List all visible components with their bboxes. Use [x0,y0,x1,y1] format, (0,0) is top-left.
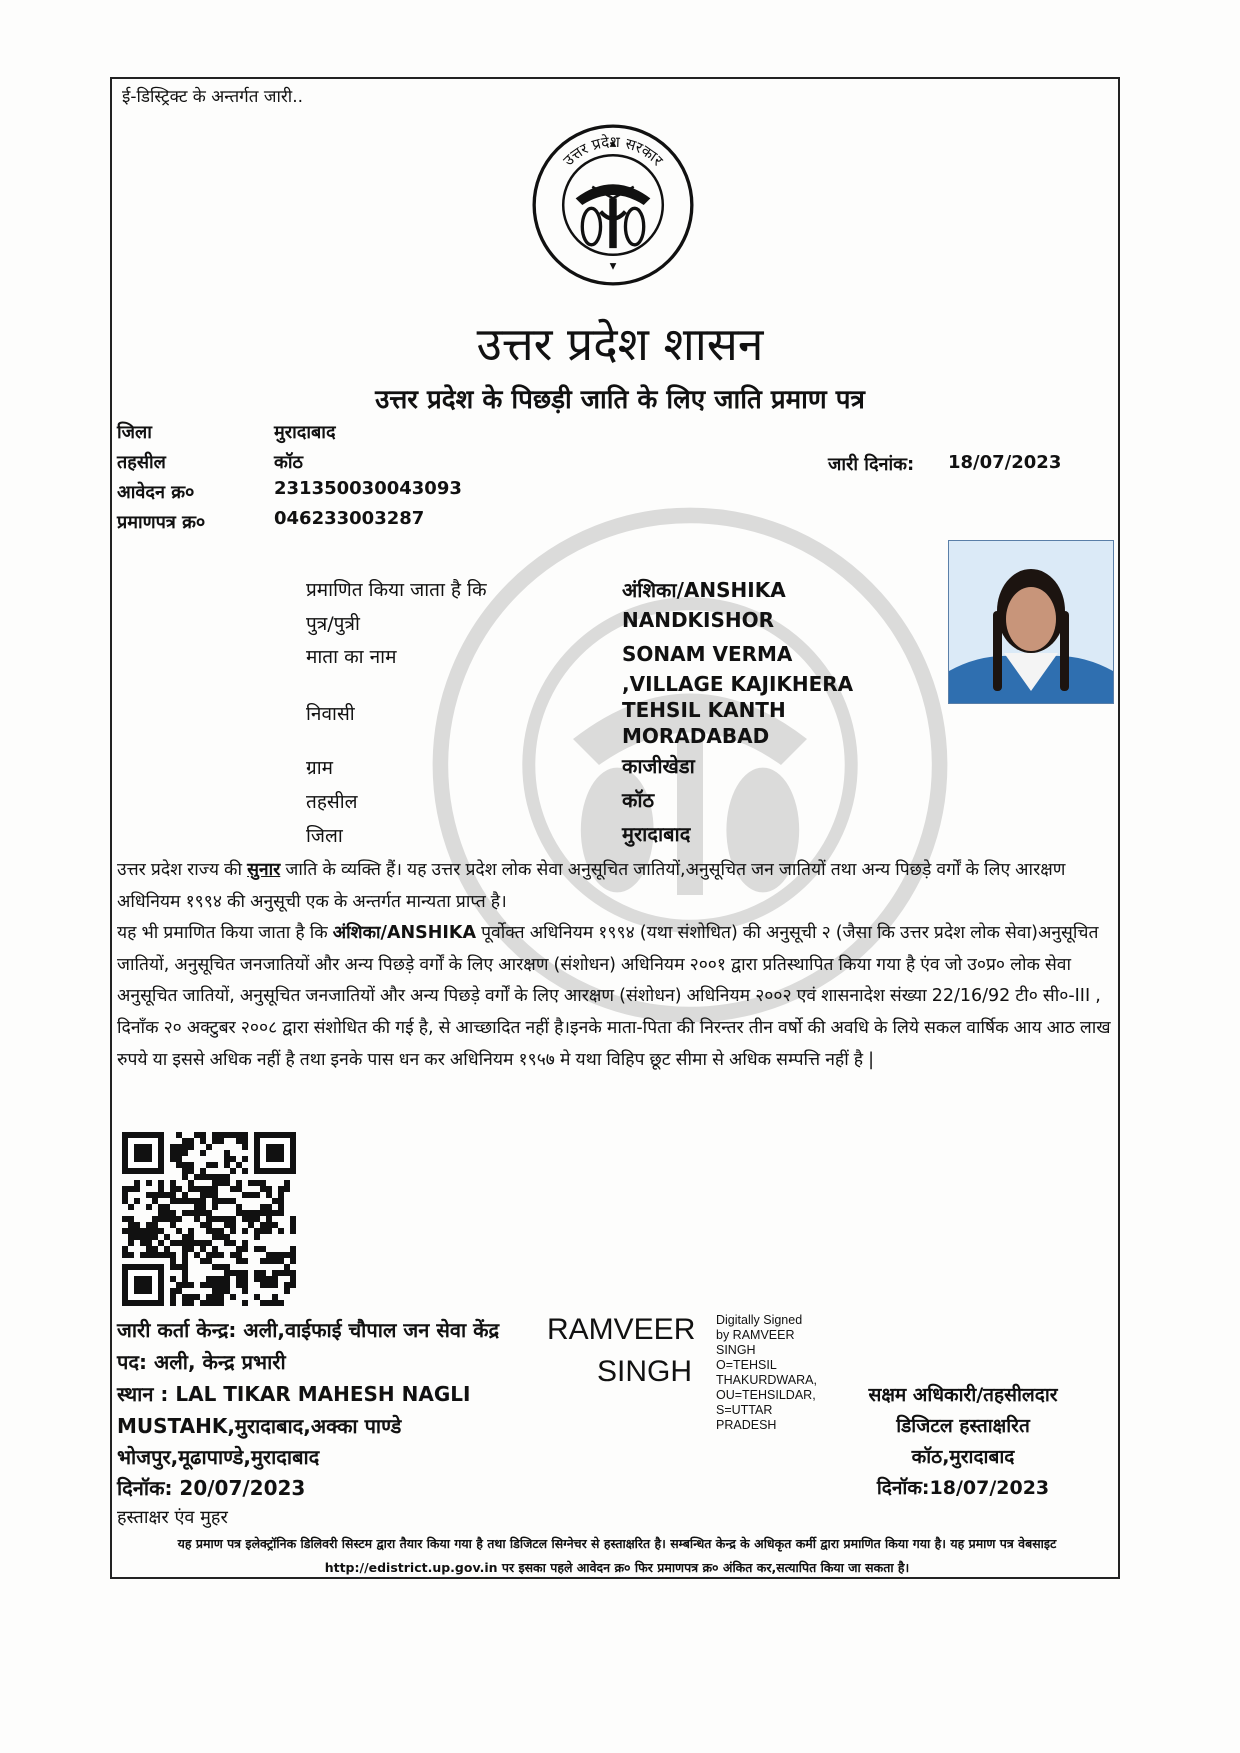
applicant-photo [948,540,1114,704]
application-no-label: आवेदन क्र० [117,482,195,503]
authority-date: दिनॉक:18/07/2023 [876,1477,1050,1499]
body-text-1a: उत्तर प्रदेश राज्य की [117,860,248,880]
issue-date-label: जारी दिनांक: [828,454,915,475]
dsig-line: by RAMVEER [716,1328,795,1342]
certificate-no-value: 046233003287 [274,508,425,529]
certificate-no-label: प्रमाणपत्र क्र० [117,512,206,533]
body-text-2a: यह भी प्रमाणित किया जाता है कि [117,923,333,944]
verification-qr-code [122,1132,296,1306]
issuer-post: पद: अली, केन्द्र प्रभारी [117,1350,286,1374]
footer-note: यह प्रमाण पत्र इलेक्ट्रॉनिक डिलिवरी सिस्टम द्वारा तैयार किया गया है तथा डिजिटल सिग्नेचर से हस्ताक्षरित है। सम्बन्धित केन्द्र के अधिकृत कर्मी द्वारा प्रमाणित किया गया है। यह प्रमाण पत्र वेबसाइट http://edistrict.up.gov.in पर इसका पहले आवेदन क्र० फिर प्रमाणपत्र क्र० अंकित कर,सत्यापित किया जा सकता है। [177,1536,1057,1575]
dsig-line: O=TEHSIL [716,1358,777,1372]
mother-label: माता का नाम [306,646,397,668]
certificate-subtitle: उत्तर प्रदेश के पिछड़ी जाति के लिए जाति प्रमाण पत्र [375,385,865,415]
tehsil-value: कॉठ [274,452,303,473]
up-government-emblem-icon [530,122,696,288]
authority-place: कॉठ,मुरादाबाद [911,1446,1015,1468]
svg-text:उत्तर प्रदेश सरकार [559,133,667,170]
dsig-line: PRADESH [716,1418,777,1432]
body-text-2b: पूर्वोक्त अधिनियम १९९४ (यथा संशोधित) की अनुसूची २ (जैसा कि उत्तर प्रदेश लोक सेवा)अनुसूचित जातियों, अनुसूचित जनजातियों और अन्य पिछड़े वर्गों के लिए आरक्षण (संशोधन) अधिनियम २००१ द्वारा प्रतिस्थापित किया गया है एंव जो उ०प्र० लोक सेवा अनुसूचित जातियों, अनुसूचित जनजातियों और अन्य पिछड़े वर्गों के लिए आरक्षण (संशोधन) अधिनियम २००२ एवं शासनादेश संख्या 22/16/92 टी० सी०-III , दिनाँक २० अक्टुबर २००८ द्वारा संशोधित की गई है, से आच्छादित नहीं है।इनके माता-पिता की निरन्तर तीन वर्षो की अवधि के लिये सकल वार्षिक आय आठ लाख रुपये या इससे अधिक नहीं है तथा इनके पास धन कर अधिनियम १९५७ मे यथा विहिप छूट सीमा से अधिक सम्पत्ति नहीं है | [117,923,1111,1070]
issuer-date: दिनॉक: 20/07/2023 [117,1476,306,1500]
issuer-place-3: भोजपुर,मूढापाण्डे,मुरादाबाद [117,1445,320,1469]
village-value: काजीखेडा [622,754,695,778]
village-label: ग्राम [306,757,333,779]
dsig-line: Digitally Signed [716,1313,803,1327]
certified-label: प्रमाणित किया जाता है कि [306,579,487,601]
tehsil-detail-value: कॉठ [622,788,655,812]
sign-seal-note: हस्ताक्षर एंव मुहर [117,1507,228,1528]
issuer-place-1: स्थान : LAL TIKAR MAHESH NAGLI [117,1382,471,1406]
certificate-body [117,855,1112,1076]
address-line-2: TEHSIL KANTH [622,698,786,722]
application-no-value: 231350030043093 [274,478,462,499]
issue-date-value: 18/07/2023 [948,452,1062,473]
dsig-line: S=UTTAR [716,1403,773,1417]
body-text-1b: जाति के व्यक्ति हैं। यह उत्तर प्रदेश लोक सेवा अनुसूचित जातियों,अनुसूचित जन जातियों तथा अन्य पिछड़े वर्गों के लिए आरक्षण अधिनियम १९९४ की अनुसूची एक के अन्तर्गत मान्यता प्राप्त है। [117,860,1066,912]
address-line-1: ,VILLAGE KAJIKHERA [622,672,854,696]
applicant-name: अंशिका/ANSHIKA [622,578,786,602]
signer-name-line-2: SINGH [597,1355,693,1388]
address-line-3: MORADABAD [622,724,770,748]
digital-signature-details [716,1313,836,1433]
caste-name: सुनार [247,860,281,880]
dsig-line: OU=TEHSILDAR, [716,1388,816,1402]
resident-label: निवासी [306,703,355,725]
district-detail-label: जिला [306,825,343,847]
district-value: मुरादाबाद [274,422,336,443]
authority-sign: डिजिटल हस्ताक्षरित [896,1415,1030,1437]
header-note: ई-डिस्ट्रिक्ट के अन्तर्गत जारी.. [122,87,304,107]
district-label: जिला [117,422,152,443]
body-applicant-name: अंशिका/ANSHIKA [332,923,477,944]
signer-name-line-1: RAMVEER [547,1313,696,1346]
emblem-text: उत्तर प्रदेश सरकार [559,132,667,170]
authority-title: सक्षम अधिकारी/तहसीलदार [868,1384,1058,1406]
issuer-place-2: MUSTAHK,मुरादाबाद,अक्का पाण्डे [117,1414,402,1438]
tehsil-label: तहसील [117,452,166,473]
page-title: उत्तर प्रदेश शासन [476,317,764,371]
father-name: NANDKISHOR [622,608,775,632]
issuing-center: जारी कर्ता केन्द्र: अली,वाईफाई चौपाल जन सेवा केंद्र [117,1318,500,1342]
child-of-label: पुत्र/पुत्री [306,613,360,635]
district-detail-value: मुरादाबाद [622,822,691,846]
dsig-line: THAKURDWARA, [716,1373,817,1387]
tehsil-detail-label: तहसील [306,791,358,813]
mother-name: SONAM VERMA [622,642,793,666]
dsig-line: SINGH [716,1343,756,1357]
